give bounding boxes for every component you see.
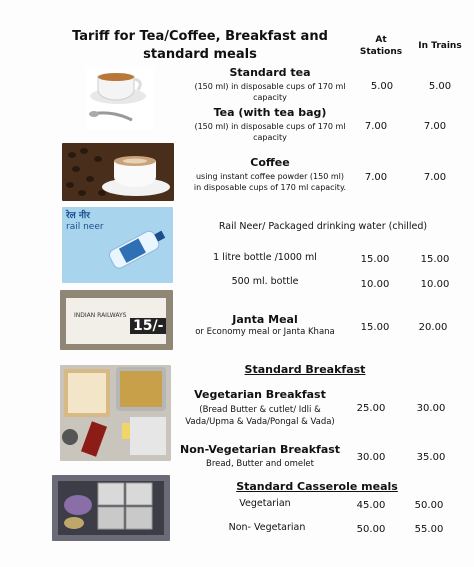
- tea-bag-desc: (150 ml) in disposable cups of 170 ml capacity: [194, 122, 346, 142]
- rail-neer-photo: [62, 207, 173, 283]
- coffee-station-price: 7.00: [364, 172, 388, 183]
- nonveg-breakfast-train-price: 35.00: [416, 452, 446, 463]
- nonveg-breakfast-name: Non-Vegetarian Breakfast: [180, 443, 341, 456]
- janta-meal-photo: [60, 290, 173, 350]
- veg-breakfast-desc: (Bread Butter & cutlet/ Idli & Vada/Upma & Vada/Pongal & Vada): [185, 405, 335, 427]
- breakfast-photo: [60, 365, 171, 461]
- bottle-500-train-price: 10.00: [420, 279, 450, 290]
- nonveg-breakfast-station-price: 30.00: [356, 452, 386, 463]
- page-title-line2: standard meals: [143, 47, 257, 62]
- casserole-heading: Standard Casserole meals: [236, 480, 398, 493]
- veg-casserole-name: Vegetarian: [239, 498, 291, 509]
- bottle-1l-name: 1 litre bottle /1000 ml: [213, 252, 317, 263]
- standard-tea-station-price: 5.00: [370, 81, 394, 92]
- column-header-stations: At Stations: [359, 35, 403, 57]
- tea-bag-name: Tea (with tea bag): [213, 106, 327, 119]
- janta-meal-name: Janta Meal: [232, 313, 298, 326]
- nonveg-casserole-train-price: 55.00: [414, 524, 444, 535]
- janta-box-price: 15/-: [130, 318, 166, 334]
- janta-meal-desc: or Economy meal or Janta Khana: [195, 327, 335, 337]
- coffee-train-price: 7.00: [423, 172, 447, 183]
- page-title: [62, 28, 338, 64]
- bottle-1l-station-price: 15.00: [360, 254, 390, 265]
- nonveg-casserole-name: Non- Vegetarian: [228, 522, 306, 533]
- janta-meal-train-price: 20.00: [418, 322, 448, 333]
- rail-neer-logo: रेल नीर rail neer: [66, 211, 104, 232]
- tea-bag-train-price: 7.00: [423, 121, 447, 132]
- coffee-photo: [62, 143, 174, 201]
- bottle-1l-train-price: 15.00: [420, 254, 450, 265]
- standard-tea-train-price: 5.00: [428, 81, 452, 92]
- coffee-name: Coffee: [250, 156, 290, 169]
- nonveg-breakfast-desc: Bread, Butter and omelet: [205, 459, 314, 469]
- tea-bag-station-price: 7.00: [364, 121, 388, 132]
- page-title-line1: Tariff for Tea/Coffee, Breakfast and: [72, 29, 328, 44]
- rail-neer-name: Rail Neer/ Packaged drinking water (chilled): [218, 221, 428, 232]
- veg-breakfast-name: Vegetarian Breakfast: [194, 388, 326, 401]
- standard-breakfast-heading: Standard Breakfast: [244, 363, 366, 376]
- veg-casserole-station-price: 45.00: [356, 500, 386, 511]
- standard-tea-name: Standard tea: [229, 66, 311, 79]
- veg-breakfast-station-price: 25.00: [356, 403, 386, 414]
- casserole-photo: [52, 475, 170, 541]
- bottle-500-station-price: 10.00: [360, 279, 390, 290]
- nonveg-casserole-station-price: 50.00: [356, 524, 386, 535]
- janta-meal-station-price: 15.00: [360, 322, 390, 333]
- column-header-trains: In Trains: [418, 41, 462, 51]
- veg-breakfast-train-price: 30.00: [416, 403, 446, 414]
- janta-box-label: INDIAN RAILWAYS: [74, 312, 127, 319]
- standard-tea-desc: (150 ml) in disposable cups of 170 ml capacity: [194, 82, 346, 102]
- coffee-desc: using instant coffee powder (150 ml) in disposable cups of 170 ml capacity.: [193, 172, 347, 192]
- tea-cup-photo: [86, 68, 154, 130]
- veg-casserole-train-price: 50.00: [414, 500, 444, 511]
- bottle-500-name: 500 ml. bottle: [231, 276, 299, 287]
